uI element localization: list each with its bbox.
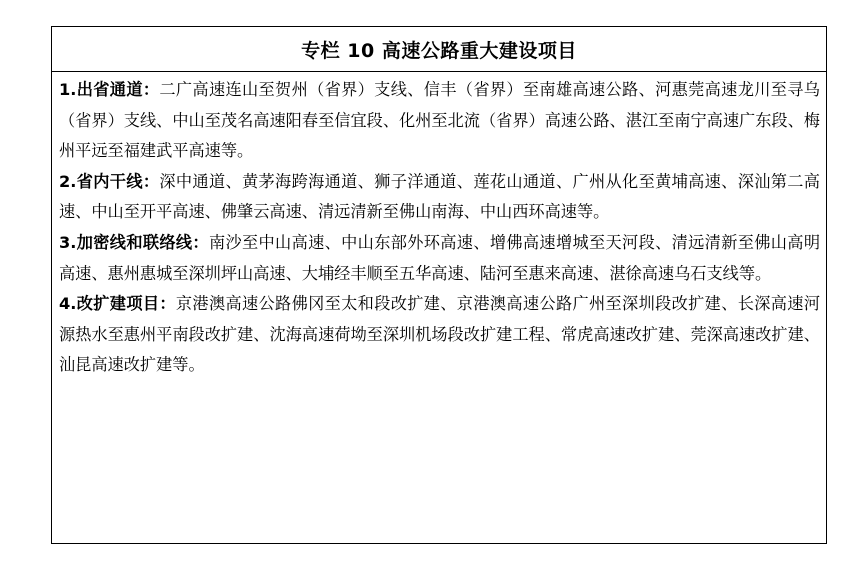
section-text: 深中通道、黄茅海跨海通道、狮子洋通道、莲花山通道、广州从化至黄埔高速、深汕第二高速、中山至开平高速、佛肇云高速、清远清新至佛山南海、中山西环高速等。 — [59, 171, 820, 222]
section-outbound-channels — [59, 75, 820, 167]
box-content — [52, 72, 826, 381]
section-connector-lines — [59, 228, 820, 289]
feature-box — [51, 26, 827, 544]
section-text: 二广高速连山至贺州（省界）支线、信丰（省界）至南雄高速公路、河惠莞高速龙川至寻乌（省界）支线、中山至茂名高速阳春至信宜段、化州至北流（省界）高速公路、湛江至南宁高速广东段、梅州平远至福建武平高速等。 — [59, 80, 820, 161]
section-label: 3.加密线和联络线： — [59, 232, 209, 252]
section-text: 京港澳高速公路佛冈至太和段改扩建、京港澳高速公路广州至深圳段改扩建、长深高速河源热水至惠州平南段改扩建、沈海高速荷坳至深圳机场段改扩建工程、常虎高速改扩建、莞深高速改扩建、汕昆高速改扩建等。 — [59, 294, 821, 375]
section-text: 南沙至中山高速、中山东部外环高速、增佛高速增城至天河段、清远清新至佛山高明高速、惠州惠城至深圳坪山高速、大埔经丰顺至五华高速、陆河至惠来高速、湛徐高速乌石支线等。 — [59, 232, 821, 283]
section-label: 2.省内干线： — [59, 171, 160, 191]
section-label: 1.出省通道： — [59, 80, 160, 99]
section-label: 4.改扩建项目： — [59, 294, 176, 314]
section-trunk-lines — [59, 167, 820, 228]
box-title: 专栏 10 高速公路重大建设项目 — [52, 27, 826, 72]
section-expansion-projects — [59, 289, 820, 381]
